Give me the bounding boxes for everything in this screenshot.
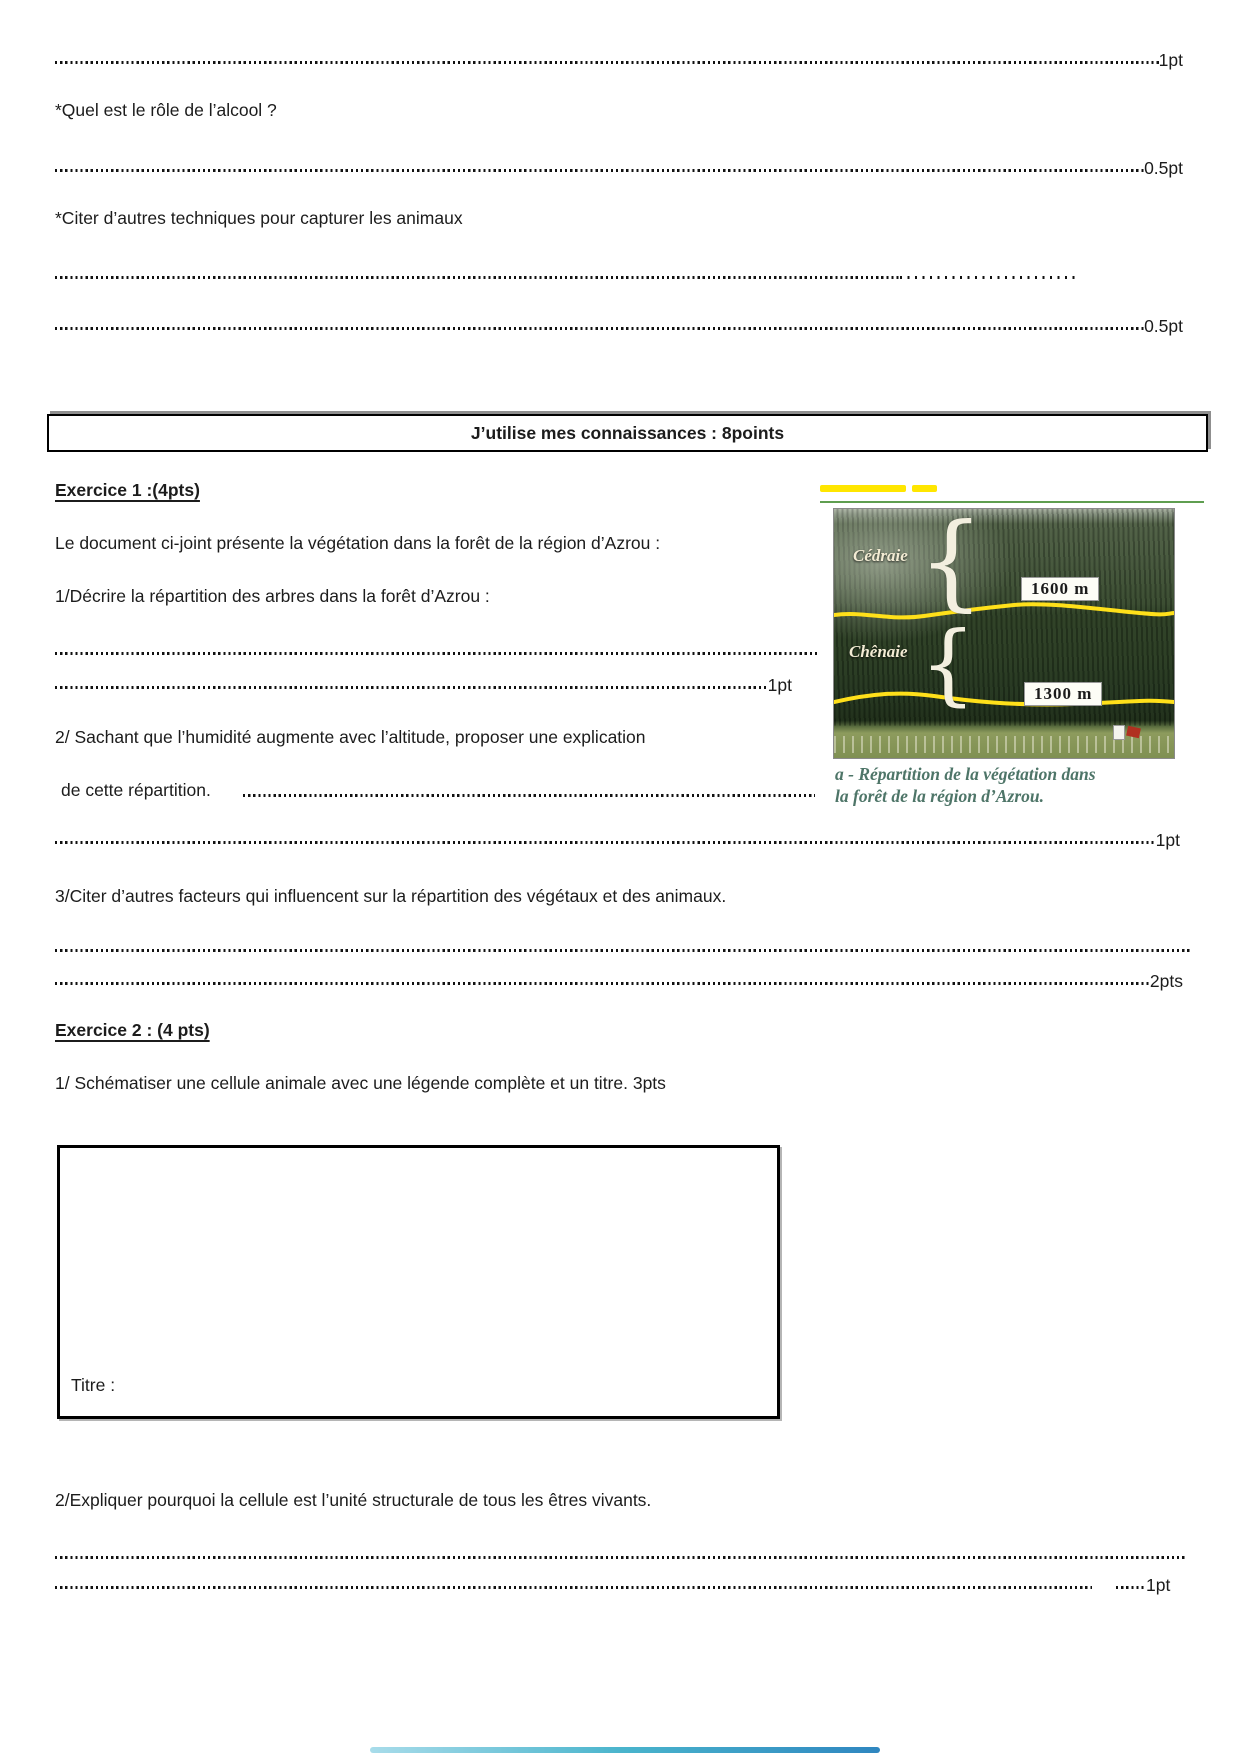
altitude-label-1600: 1600 m xyxy=(1021,577,1099,601)
yellow-highlight-marker xyxy=(912,485,937,492)
answer-line xyxy=(55,1572,1180,1595)
dotted-rule xyxy=(243,794,815,797)
answer-line xyxy=(55,47,1183,70)
points-label: 2pts xyxy=(1149,971,1183,991)
exercice1-question1: 1/Décrire la répartition des arbres dans la forêt d’Azrou : xyxy=(55,586,490,606)
cedraie-brace: { xyxy=(918,500,985,622)
points-label: 1pt xyxy=(767,675,792,695)
green-divider-rule xyxy=(820,501,1204,503)
dotted-rule xyxy=(55,652,820,655)
dotted-rule xyxy=(55,327,1144,330)
bottom-decoration-bar xyxy=(370,1747,880,1753)
drawing-box xyxy=(57,1145,780,1419)
dotted-rule-sparse xyxy=(900,276,1078,279)
dotted-rule xyxy=(55,61,1159,64)
dotted-rule xyxy=(55,841,1156,844)
answer-line xyxy=(55,262,1078,281)
photo-white-marker xyxy=(1113,725,1125,740)
section-header-title: J’utilise mes connaissances : 8points xyxy=(470,422,785,443)
yellow-highlight-marker xyxy=(820,485,906,492)
answer-line xyxy=(55,935,1190,954)
figure-caption-line1: a - Répartition de la végétation dans xyxy=(835,764,1096,784)
exercice1-question2-line1: 2/ Sachant que l’humidité augmente avec l’altitude, proposer une explication xyxy=(55,727,646,747)
points-label: 0.5pt xyxy=(1144,158,1183,178)
altitude-line-1600 xyxy=(834,604,1174,617)
exercice2-question2: 2/Expliquer pourquoi la cellule est l’unité structurale de tous les êtres vivants. xyxy=(55,1490,652,1510)
figure-caption-line2: la forêt de la région d’Azrou. xyxy=(835,785,1045,806)
answer-line xyxy=(243,780,815,799)
exercice1-title: Exercice 1 :(4pts) xyxy=(55,480,200,500)
dotted-rule xyxy=(55,276,900,279)
azrou-forest-photo xyxy=(833,500,1175,759)
answer-line xyxy=(55,827,1180,850)
answer-line xyxy=(55,1542,1187,1561)
dotted-rule xyxy=(55,949,1190,952)
exercice2-question1: 1/ Schématiser une cellule animale avec une légende complète et un titre. 3pts xyxy=(55,1073,666,1093)
points-label: 1pt xyxy=(1146,1575,1171,1595)
figure-caption xyxy=(835,764,1195,808)
answer-line xyxy=(55,968,1183,991)
section-header-box xyxy=(47,414,1208,452)
dotted-rule xyxy=(55,1586,1092,1589)
points-label: 1pt xyxy=(1155,830,1180,850)
dotted-rule xyxy=(55,982,1150,985)
answer-line xyxy=(55,638,820,657)
dotted-rule xyxy=(55,686,768,689)
answer-line xyxy=(55,672,792,695)
dotted-rule xyxy=(55,169,1144,172)
exercice1-question3: 3/Citer d’autres facteurs qui influencent sur la répartition des végétaux et des animaux. xyxy=(55,886,727,906)
exercice1-question2-line2: de cette répartition. xyxy=(61,780,211,800)
dotted-rule xyxy=(55,1556,1187,1559)
exercice1-intro: Le document ci-joint présente la végétation dans la forêt de la région d’Azrou : xyxy=(55,533,661,553)
zone-label-chenaie: Chênaie xyxy=(849,642,908,661)
dotted-rule xyxy=(1116,1586,1146,1589)
zone-label-cedraie: Cédraie xyxy=(853,546,908,565)
altitude-label-1300: 1300 m xyxy=(1024,682,1102,706)
question-capture: *Citer d’autres techniques pour capturer les animaux xyxy=(55,208,463,228)
answer-line xyxy=(55,155,1183,178)
points-label: 1pt xyxy=(1158,50,1183,70)
answer-line xyxy=(55,313,1183,336)
chenaie-brace: { xyxy=(920,612,976,715)
altitude-line-1300 xyxy=(834,694,1174,705)
question-alcool: *Quel est le rôle de l’alcool ? xyxy=(55,100,277,120)
exercice2-title: Exercice 2 : (4 pts) xyxy=(55,1020,210,1040)
points-label: 0.5pt xyxy=(1144,316,1183,336)
drawing-box-titre-label: Titre : xyxy=(71,1375,116,1395)
